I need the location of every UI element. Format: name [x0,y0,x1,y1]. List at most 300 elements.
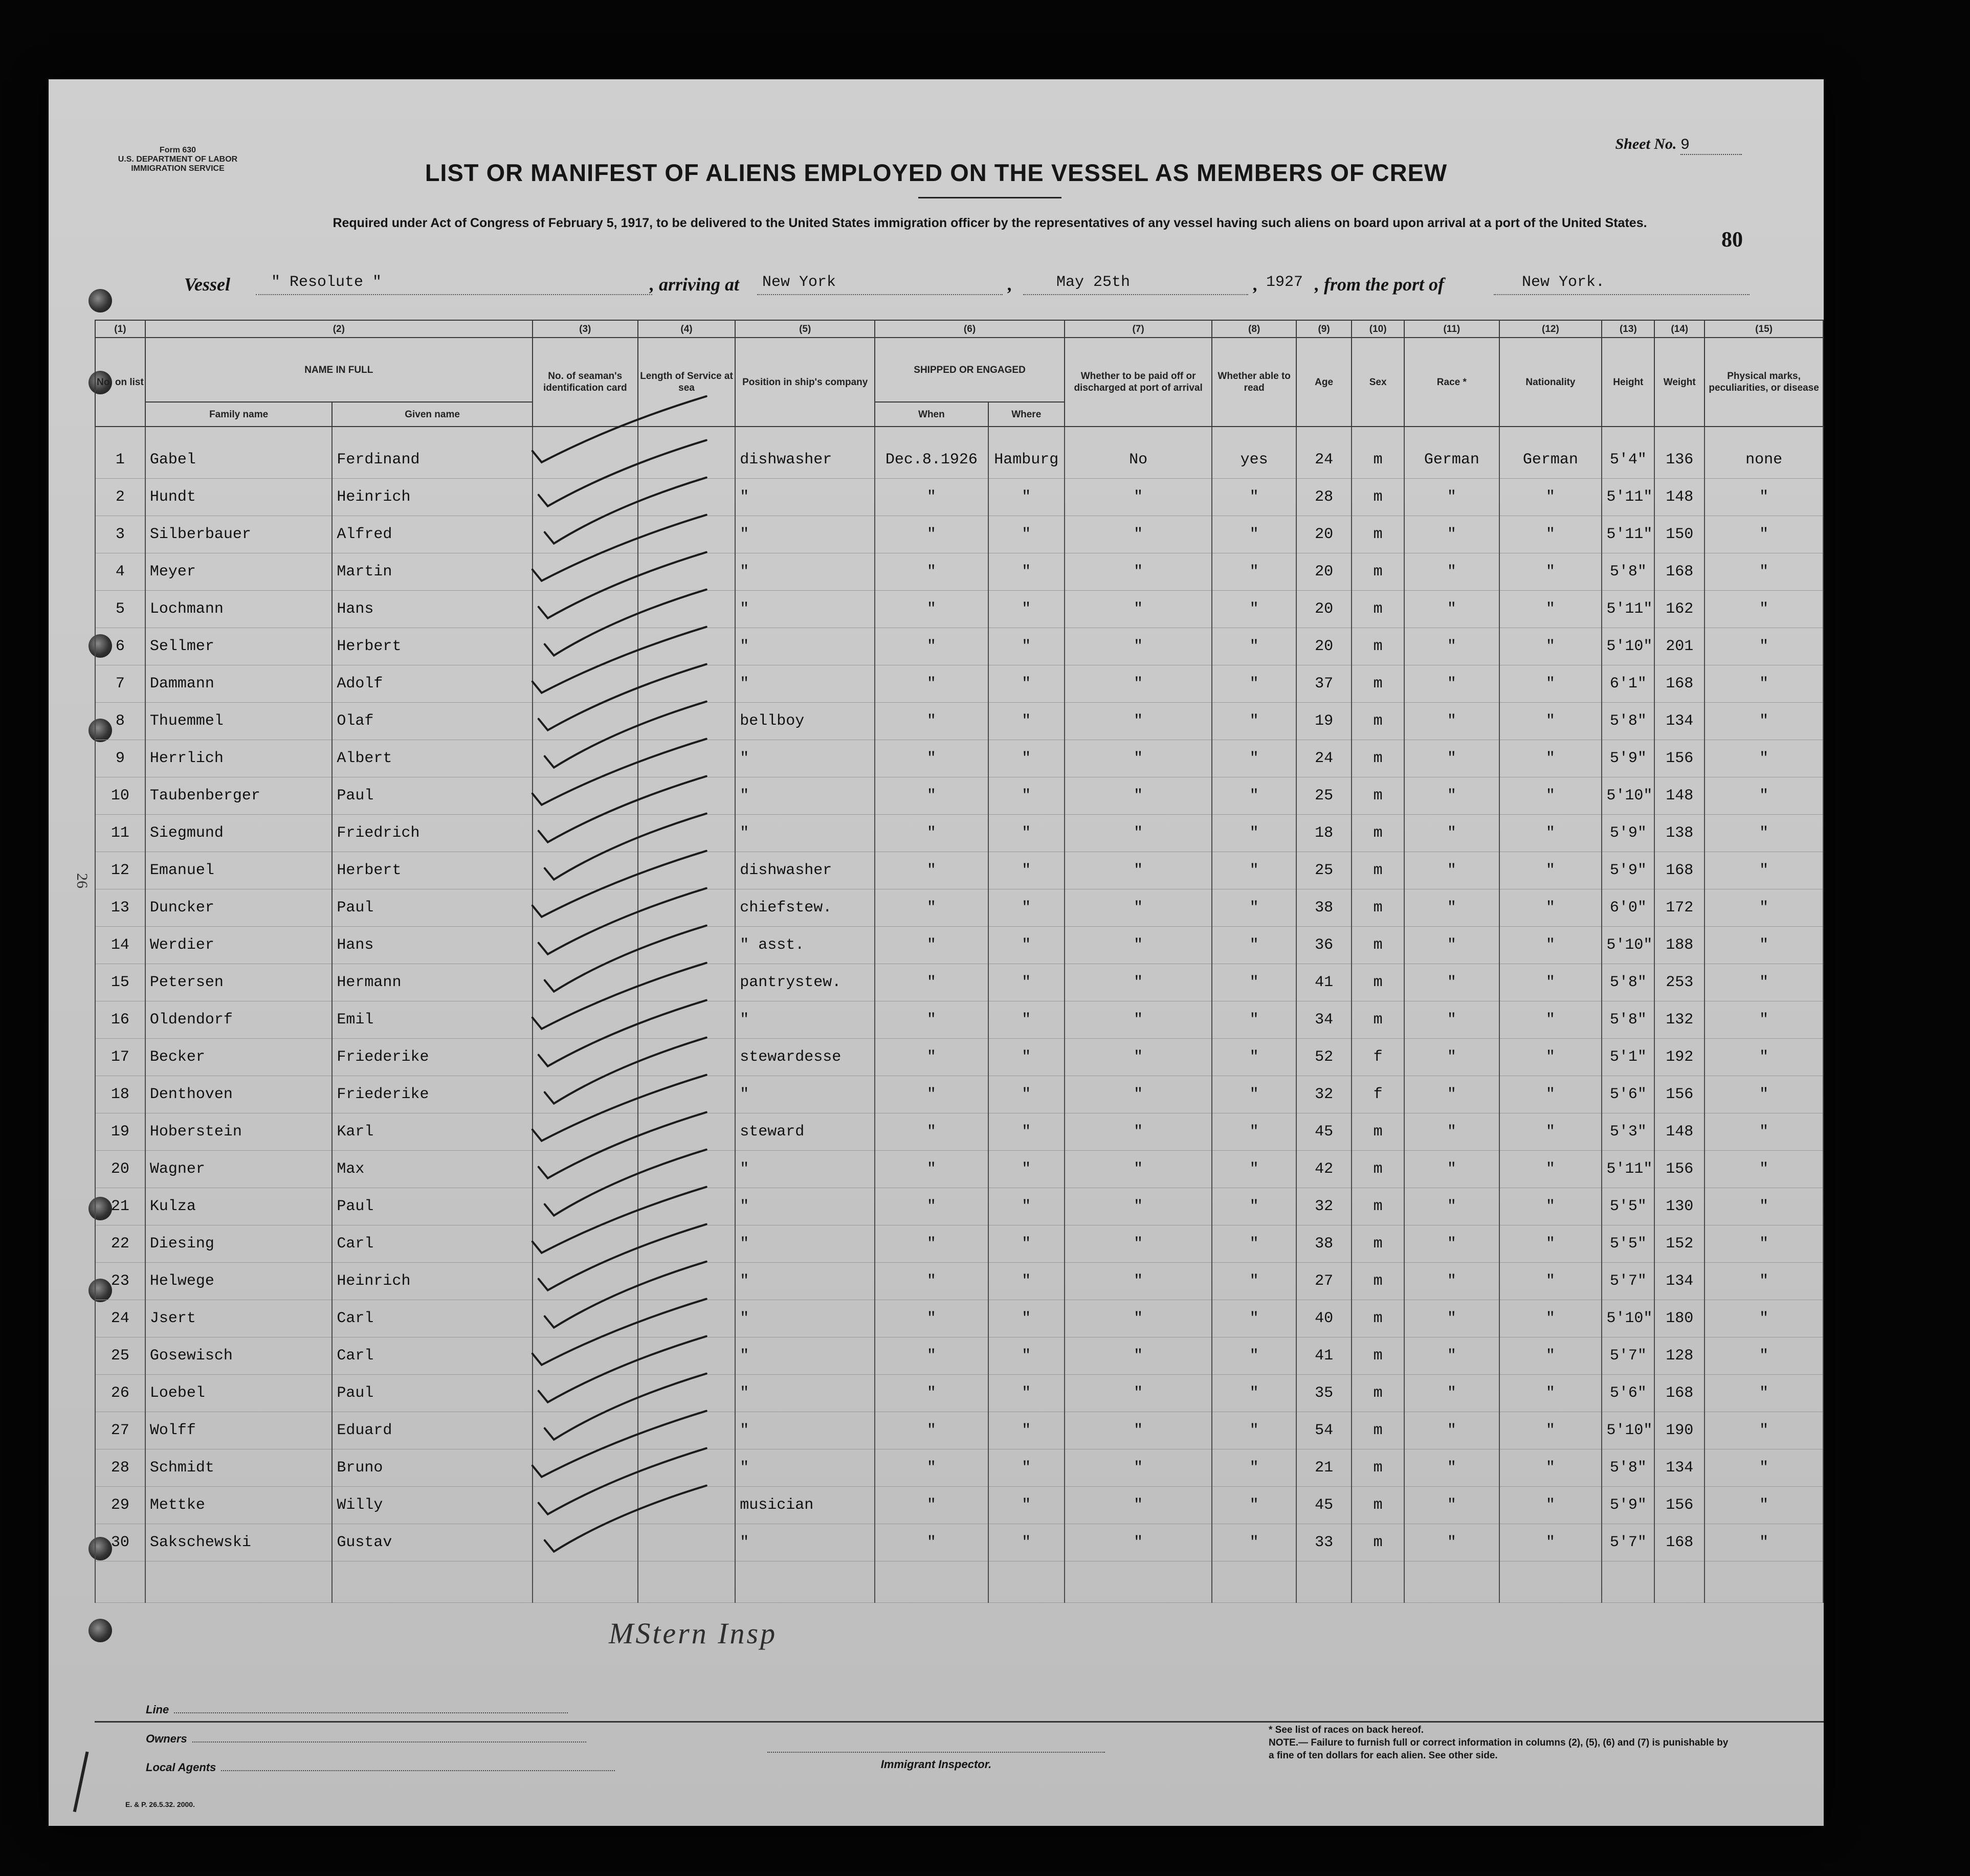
blank-cell [988,1561,1065,1603]
cell-paid: " [1065,1337,1212,1375]
cell-where: " [988,1412,1065,1449]
header-shipped: SHIPPED OR ENGAGED [875,338,1065,402]
cell-given: Herbert [332,628,532,665]
cell-paid: " [1065,591,1212,628]
cell-weight: 168 [1654,1375,1705,1412]
cell-read: " [1212,889,1296,927]
cell-sex: m [1352,777,1404,815]
cell-no: 2 [95,479,145,516]
cell-family: Dammann [145,665,333,703]
cell-position: " [735,1151,875,1188]
cell-sex: m [1352,1487,1404,1524]
cell-paid: " [1065,1225,1212,1263]
cell-where: " [988,628,1065,665]
cell-race: " [1404,852,1499,889]
owners-label: Owners [146,1732,187,1745]
cell-age: 37 [1296,665,1352,703]
cell-no: 17 [95,1039,145,1076]
cell-id [533,1337,638,1375]
cell-paid: " [1065,964,1212,1001]
cell-position: steward [735,1113,875,1151]
from-port: New York. [1522,274,1605,291]
cell-weight: 192 [1654,1039,1705,1076]
cell-read: " [1212,1001,1296,1039]
cell-read: " [1212,777,1296,815]
cell-weight: 134 [1654,1263,1705,1300]
cell-age: 27 [1296,1263,1352,1300]
cell-family: Petersen [145,964,333,1001]
cell-nationality: " [1499,852,1602,889]
cell-where: " [988,815,1065,852]
cell-race: " [1404,516,1499,553]
cell-where: " [988,889,1065,927]
cell-where: " [988,1188,1065,1225]
cell-paid: " [1065,1151,1212,1188]
cell-nationality: " [1499,665,1602,703]
cell-height: 5'9" [1602,852,1654,889]
cell-family: Oldendorf [145,1001,333,1039]
cell-family: Becker [145,1039,333,1076]
cell-paid: " [1065,479,1212,516]
cell-given: Carl [332,1337,532,1375]
cell-no: 28 [95,1449,145,1487]
cell-id [533,1039,638,1076]
cell-marks: " [1705,1188,1823,1225]
cell-weight: 134 [1654,703,1705,740]
table-row [95,1375,1823,1412]
cell-when: " [875,777,988,815]
cell-len [638,553,736,591]
blank-cell [1499,1561,1602,1603]
blank-cell [1602,1561,1654,1603]
blank-cell [1352,1561,1404,1603]
cell-when: Dec.8.1926 [875,427,988,479]
cell-paid: " [1065,1113,1212,1151]
cell-no: 13 [95,889,145,927]
cell-read: " [1212,1113,1296,1151]
cell-read: " [1212,479,1296,516]
cell-when: " [875,1188,988,1225]
cell-nationality: " [1499,1375,1602,1412]
cell-id [533,740,638,777]
cell-where: " [988,1375,1065,1412]
cell-race: " [1404,665,1499,703]
cell-no: 24 [95,1300,145,1337]
cell-no: 7 [95,665,145,703]
cell-given: Olaf [332,703,532,740]
cell-sex: m [1352,1263,1404,1300]
cell-read: yes [1212,427,1296,479]
cell-height: 5'11" [1602,1151,1654,1188]
cell-len [638,1375,736,1412]
cell-no: 5 [95,591,145,628]
cell-len [638,1337,736,1375]
cell-marks: " [1705,703,1823,740]
cell-age: 20 [1296,516,1352,553]
cell-where: " [988,927,1065,964]
cell-paid: " [1065,665,1212,703]
cell-where: " [988,1524,1065,1561]
cell-where: " [988,1449,1065,1487]
cell-position: " [735,1188,875,1225]
cell-where: " [988,1487,1065,1524]
cell-when: " [875,1300,988,1337]
cell-age: 32 [1296,1076,1352,1113]
cell-position: " [735,740,875,777]
cell-height: 5'6" [1602,1076,1654,1113]
cell-sex: m [1352,1001,1404,1039]
header-age: Age [1296,338,1352,427]
cell-age: 21 [1296,1449,1352,1487]
blank-cell [332,1561,532,1603]
table-row [95,1188,1823,1225]
cell-family: Jsert [145,1300,333,1337]
cell-when: " [875,1487,988,1524]
cell-where: " [988,1225,1065,1263]
line-label: Line [146,1703,169,1716]
cell-len [638,516,736,553]
cell-position: " [735,1300,875,1337]
cell-nationality: " [1499,1263,1602,1300]
cell-no: 26 [95,1375,145,1412]
cell-given: Paul [332,1375,532,1412]
cell-age: 45 [1296,1487,1352,1524]
cell-race: " [1404,1337,1499,1375]
cell-family: Duncker [145,889,333,927]
cell-where: " [988,1113,1065,1151]
sheet-number-label: Sheet No. [1615,136,1677,152]
cell-weight: 156 [1654,1076,1705,1113]
cell-marks: " [1705,1113,1823,1151]
cell-marks: " [1705,889,1823,927]
cell-race: " [1404,591,1499,628]
cell-no: 12 [95,852,145,889]
cell-sex: f [1352,1076,1404,1113]
cell-age: 38 [1296,889,1352,927]
cell-sex: m [1352,553,1404,591]
cell-height: 5'11" [1602,516,1654,553]
cell-position: " [735,1076,875,1113]
cell-race: " [1404,1300,1499,1337]
cell-nationality: " [1499,1487,1602,1524]
cell-family: Kulza [145,1188,333,1225]
cell-when: " [875,889,988,927]
cell-where: " [988,1263,1065,1300]
manifest-rows [95,427,1823,1603]
penalty-note: NOTE.— Failure to furnish full or correct information in columns (2), (5), (6) and (7) is punishable by a fine of ten dollars for each alien. See other side. [1269,1737,1729,1761]
cell-when: " [875,703,988,740]
line-dotline [174,1712,568,1713]
service-name: IMMIGRATION SERVICE [131,164,225,173]
cell-read: " [1212,927,1296,964]
cell-paid: " [1065,740,1212,777]
cell-len [638,1113,736,1151]
cell-family: Sellmer [145,628,333,665]
cell-age: 40 [1296,1300,1352,1337]
cell-len [638,1076,736,1113]
header-no-on-list: No. on list [95,338,145,427]
cell-weight: 168 [1654,1524,1705,1561]
cell-nationality: " [1499,1449,1602,1487]
cell-age: 32 [1296,1188,1352,1225]
cell-read: " [1212,665,1296,703]
cell-sex: m [1352,964,1404,1001]
cell-marks: " [1705,516,1823,553]
cell-family: Loebel [145,1375,333,1412]
cell-read: " [1212,591,1296,628]
blank-cell [735,1561,875,1603]
cell-family: Wagner [145,1151,333,1188]
cell-family: Hoberstein [145,1113,333,1151]
cell-age: 19 [1296,703,1352,740]
cell-nationality: " [1499,1412,1602,1449]
cell-len [638,1188,736,1225]
cell-paid: " [1065,1188,1212,1225]
cell-nationality: " [1499,1076,1602,1113]
header-weight: Weight [1654,338,1705,427]
cell-marks: " [1705,777,1823,815]
arriving-label: , arriving at [650,274,740,295]
punch-hole [88,1619,112,1642]
cell-nationality: " [1499,740,1602,777]
cell-weight: 168 [1654,665,1705,703]
table-row [95,516,1823,553]
cell-where: " [988,777,1065,815]
table-row [95,1300,1823,1337]
cell-when: " [875,479,988,516]
cell-id [533,927,638,964]
cell-position: " [735,815,875,852]
header-sex: Sex [1352,338,1404,427]
cell-given: Paul [332,777,532,815]
table-row [95,740,1823,777]
cell-id [533,1263,638,1300]
cell-age: 28 [1296,479,1352,516]
cell-len [638,1225,736,1263]
cell-height: 5'7" [1602,1337,1654,1375]
cell-age: 41 [1296,964,1352,1001]
cell-paid: " [1065,1375,1212,1412]
cell-id [533,703,638,740]
blank-cell [533,1561,638,1603]
cell-sex: m [1352,889,1404,927]
cell-id [533,1375,638,1412]
table-row [95,591,1823,628]
cell-position: musician [735,1487,875,1524]
cell-weight: 253 [1654,964,1705,1001]
cell-height: 5'10" [1602,1412,1654,1449]
blank-cell [1296,1561,1352,1603]
cell-len [638,1263,736,1300]
cell-nationality: " [1499,1524,1602,1561]
cell-no: 15 [95,964,145,1001]
cell-marks: " [1705,1001,1823,1039]
cell-read: " [1212,516,1296,553]
cell-len [638,964,736,1001]
cell-sex: m [1352,852,1404,889]
cell-given: Martin [332,553,532,591]
cell-race: " [1404,1449,1499,1487]
cell-position: " [735,1449,875,1487]
cell-race: German [1404,427,1499,479]
agents-field [146,1761,615,1774]
cell-race: " [1404,777,1499,815]
header-length-service: Length of Service at sea [638,338,736,427]
cell-read: " [1212,1337,1296,1375]
cell-read: " [1212,1225,1296,1263]
cell-weight: 148 [1654,479,1705,516]
cell-paid: No [1065,427,1212,479]
cell-paid: " [1065,815,1212,852]
cell-position: bellboy [735,703,875,740]
race-note: * See list of races on back hereof. [1269,1725,1424,1735]
cell-no: 19 [95,1113,145,1151]
cell-sex: m [1352,1188,1404,1225]
cell-read: " [1212,1188,1296,1225]
cell-read: " [1212,964,1296,1001]
column-number-row [95,320,1823,338]
cell-weight: 190 [1654,1412,1705,1449]
col-num-15: (15) [1705,320,1823,338]
cell-id [533,1225,638,1263]
cell-sex: m [1352,1151,1404,1188]
cell-weight: 162 [1654,591,1705,628]
cell-weight: 138 [1654,815,1705,852]
cell-race: " [1404,927,1499,964]
cell-len [638,1039,736,1076]
cell-when: " [875,815,988,852]
table-row [95,1076,1823,1113]
cell-height: 5'7" [1602,1263,1654,1300]
table-row [95,1487,1823,1524]
cell-weight: 168 [1654,852,1705,889]
cell-marks: " [1705,628,1823,665]
cell-given: Hans [332,927,532,964]
cell-age: 42 [1296,1151,1352,1188]
cell-marks: " [1705,1263,1823,1300]
cell-given: Paul [332,889,532,927]
cell-len [638,479,736,516]
table-row [95,1337,1823,1375]
cell-paid: " [1065,1300,1212,1337]
cell-id [533,1188,638,1225]
cell-id [533,1524,638,1561]
cell-given: Carl [332,1225,532,1263]
cell-paid: " [1065,927,1212,964]
cell-read: " [1212,1375,1296,1412]
cell-age: 25 [1296,852,1352,889]
cell-when: " [875,628,988,665]
cell-when: " [875,1113,988,1151]
from-dotline [1494,294,1750,295]
blank-cell [1654,1561,1705,1603]
cell-where: " [988,1076,1065,1113]
cell-len [638,1449,736,1487]
col-num-7: (7) [1065,320,1212,338]
cell-weight: 130 [1654,1188,1705,1225]
cell-read: " [1212,1076,1296,1113]
header-name-in-full: NAME IN FULL [145,338,533,402]
cell-nationality: " [1499,1113,1602,1151]
cell-where: " [988,703,1065,740]
col-num-6: (6) [875,320,1065,338]
cell-family: Herrlich [145,740,333,777]
sheet-number [1615,136,1742,155]
cell-marks: " [1705,740,1823,777]
cell-age: 35 [1296,1375,1352,1412]
from-label: , from the port of [1315,274,1445,295]
cell-height: 5'7" [1602,1524,1654,1561]
header-marks: Physical marks, peculiarities, or disease [1705,338,1823,427]
cell-when: " [875,1076,988,1113]
cell-family: Siegmund [145,815,333,852]
cell-paid: " [1065,889,1212,927]
cell-sex: m [1352,1524,1404,1561]
cell-race: " [1404,889,1499,927]
cell-race: " [1404,628,1499,665]
cell-height: 6'0" [1602,889,1654,927]
table-row [95,1412,1823,1449]
date-dotline [1023,294,1248,295]
table-row [95,1151,1823,1188]
footer-rule [95,1721,1824,1723]
cell-when: " [875,1151,988,1188]
title-underline [918,197,1061,198]
cell-position: stewardesse [735,1039,875,1076]
cell-id [533,1076,638,1113]
header-row-1 [95,338,1823,402]
cell-paid: " [1065,852,1212,889]
cell-race: " [1404,740,1499,777]
cell-no: 30 [95,1524,145,1561]
cell-when: " [875,1039,988,1076]
footer-notes [1269,1724,1729,1762]
cell-len [638,1151,736,1188]
table-row [95,1449,1823,1487]
cell-position: chiefstew. [735,889,875,927]
cell-height: 5'10" [1602,628,1654,665]
cell-position: " [735,1375,875,1412]
page-title: LIST OR MANIFEST OF ALIENS EMPLOYED ON THE VESSEL AS MEMBERS OF CREW [425,159,1448,186]
cell-race: " [1404,703,1499,740]
table-row [95,927,1823,964]
cell-id [533,852,638,889]
agents-dotline [221,1770,615,1771]
cell-given: Emil [332,1001,532,1039]
arrival-date: May 25th [1056,274,1131,291]
comma: , [1253,274,1258,295]
cell-len [638,815,736,852]
cell-read: " [1212,1151,1296,1188]
cell-position: dishwasher [735,852,875,889]
cell-paid: " [1065,777,1212,815]
cell-sex: m [1352,1225,1404,1263]
cell-id [533,1449,638,1487]
cell-where: " [988,1039,1065,1076]
cell-marks: " [1705,852,1823,889]
cell-position: " [735,516,875,553]
cell-no: 3 [95,516,145,553]
cell-no: 14 [95,927,145,964]
cell-nationality: " [1499,777,1602,815]
cell-len [638,740,736,777]
cell-where: " [988,1337,1065,1375]
cell-age: 20 [1296,628,1352,665]
cell-height: 5'8" [1602,553,1654,591]
cell-when: " [875,1263,988,1300]
cell-when: " [875,1449,988,1487]
cell-no: 16 [95,1001,145,1039]
